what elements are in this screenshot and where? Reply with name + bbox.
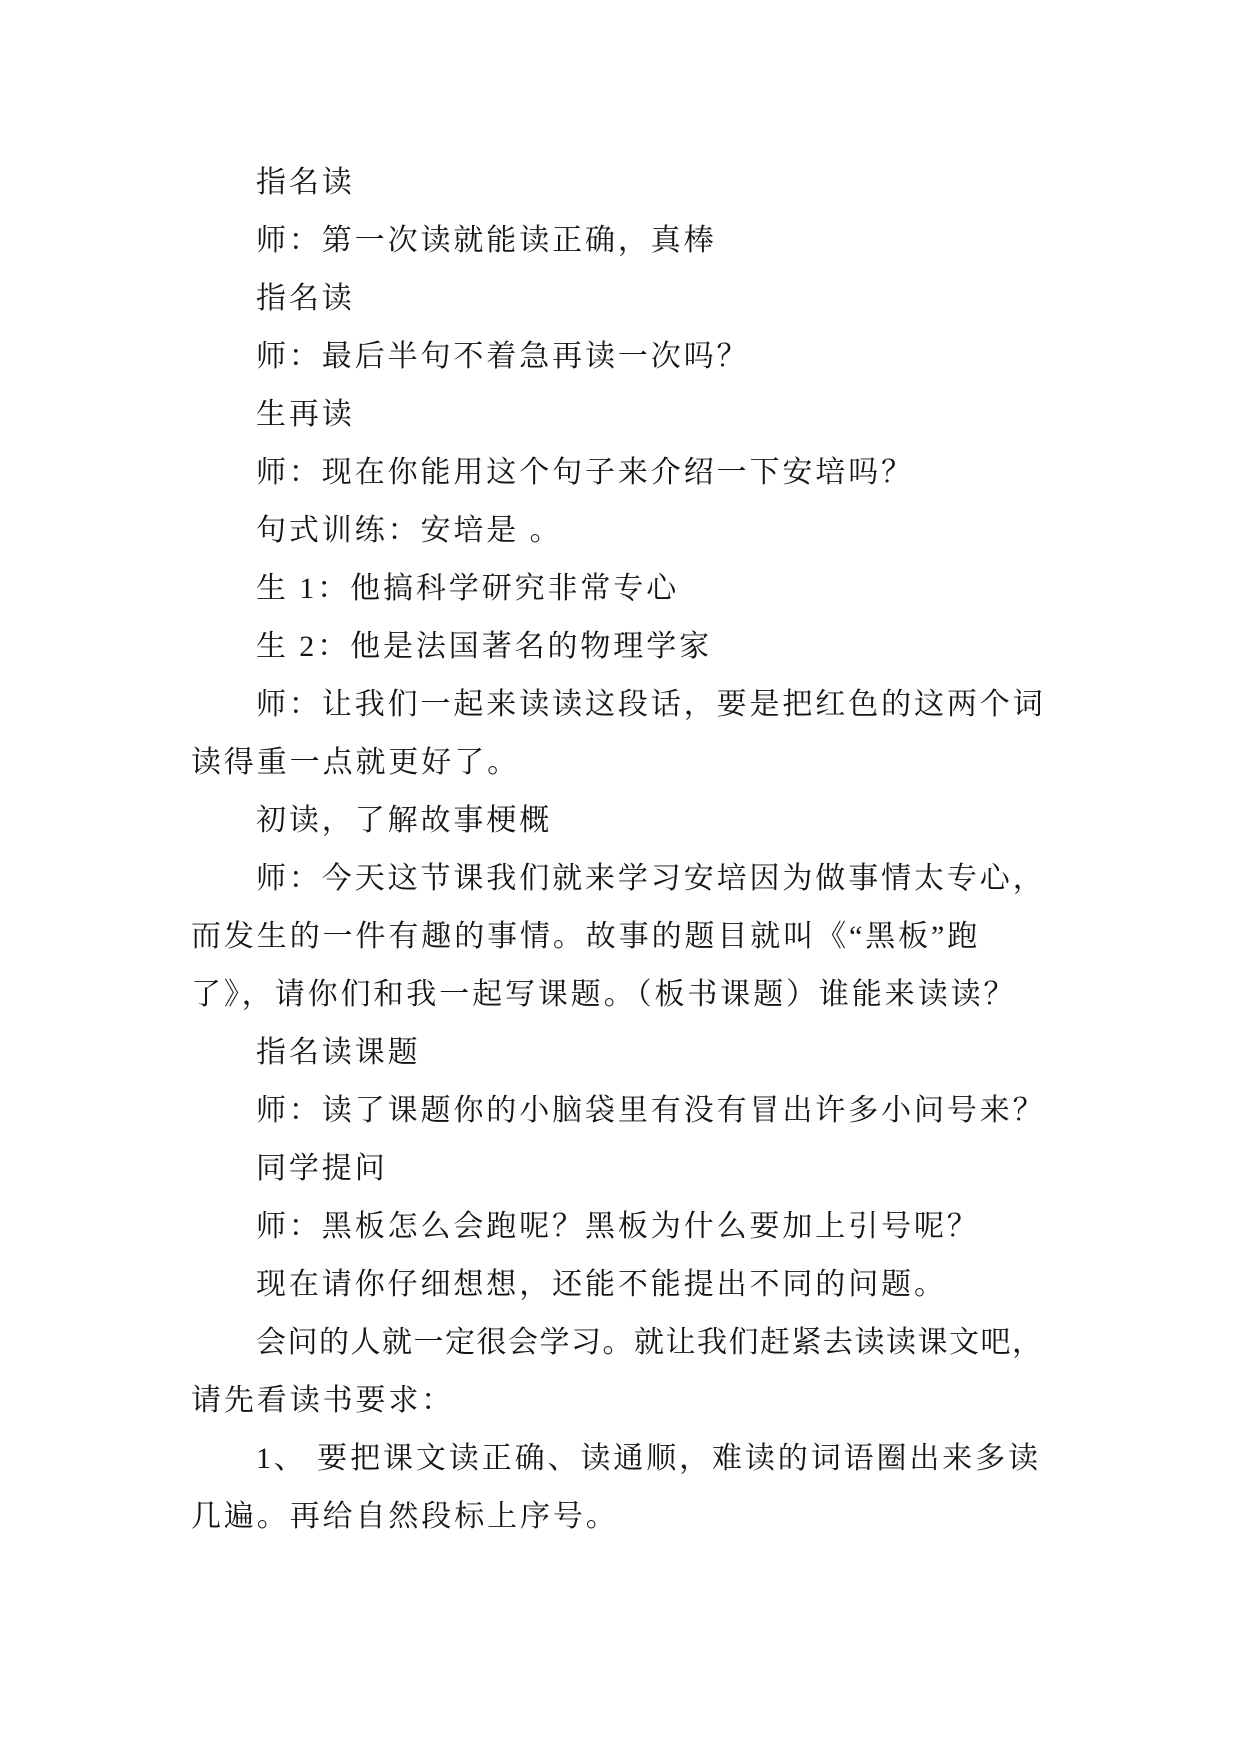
paragraph	[191, 270, 1241, 328]
text-line: 生 2：他是法国著名的物理学家	[256, 630, 712, 663]
text-line: 生再读	[256, 398, 355, 431]
text-line: 师：第一次读就能读正确，真棒	[256, 224, 717, 257]
text-line: 师：让我们一起来读读这段话，要是把红色的这两个词	[256, 688, 1046, 721]
text-line: 几遍。再给自然段标上序号。	[191, 1500, 619, 1533]
text-line: 而发生的一件有趣的事情。故事的题目就叫《“黑板”跑	[191, 920, 981, 953]
paragraph	[191, 1256, 1241, 1314]
text-line: 生 1：他搞科学研究非常专心	[256, 572, 680, 605]
paragraph	[191, 1024, 1241, 1082]
text-line: 1、 要把课文读正确、读通顺，难读的词语圈出来多读	[256, 1442, 1041, 1475]
text-line: 了》，请你们和我一起写课题。（板书课题）谁能来读读？	[191, 978, 1017, 1011]
paragraph	[191, 212, 1241, 270]
text-line: 师：最后半句不着急再读一次吗？	[256, 340, 750, 373]
text-line: 指名读	[256, 282, 355, 315]
paragraph	[191, 154, 1241, 212]
paragraph	[191, 1314, 1241, 1430]
paragraph	[191, 1140, 1241, 1198]
text-line: 师：读了课题你的小脑袋里有没有冒出许多小问号来？	[256, 1094, 1046, 1127]
text-line: 初读，了解故事梗概	[256, 804, 553, 837]
paragraph	[191, 618, 1241, 676]
paragraph	[191, 386, 1241, 444]
paragraph	[191, 328, 1241, 386]
paragraph	[191, 792, 1241, 850]
text-line: 会问的人就一定很会学习。就让我们赶紧去读读课文吧，	[256, 1326, 1044, 1359]
text-line: 师：黑板怎么会跑呢？黑板为什么要加上引号呢？	[256, 1210, 980, 1243]
text-line: 请先看读书要求：	[191, 1384, 455, 1417]
text-line: 同学提问	[256, 1152, 388, 1185]
text-line: 师：今天这节课我们就来学习安培因为做事情太专心，	[256, 862, 1046, 895]
text-line: 现在请你仔细想想，还能不能提出不同的问题。	[256, 1268, 947, 1301]
text-line: 句式训练：安培是 。	[256, 514, 563, 547]
paragraph	[191, 1082, 1241, 1140]
paragraph	[191, 1198, 1241, 1256]
text-line: 师：现在你能用这个句子来介绍一下安培吗？	[256, 456, 914, 489]
paragraph	[191, 502, 1241, 560]
numbered-paragraph	[191, 1430, 1241, 1546]
paragraph	[191, 560, 1241, 618]
paragraph	[191, 676, 1241, 792]
paragraph	[191, 444, 1241, 502]
text-line: 指名读课题	[256, 1036, 421, 1069]
text-line: 指名读	[256, 166, 355, 199]
text-line: 读得重一点就更好了。	[191, 746, 520, 779]
paragraph	[191, 850, 1241, 1024]
